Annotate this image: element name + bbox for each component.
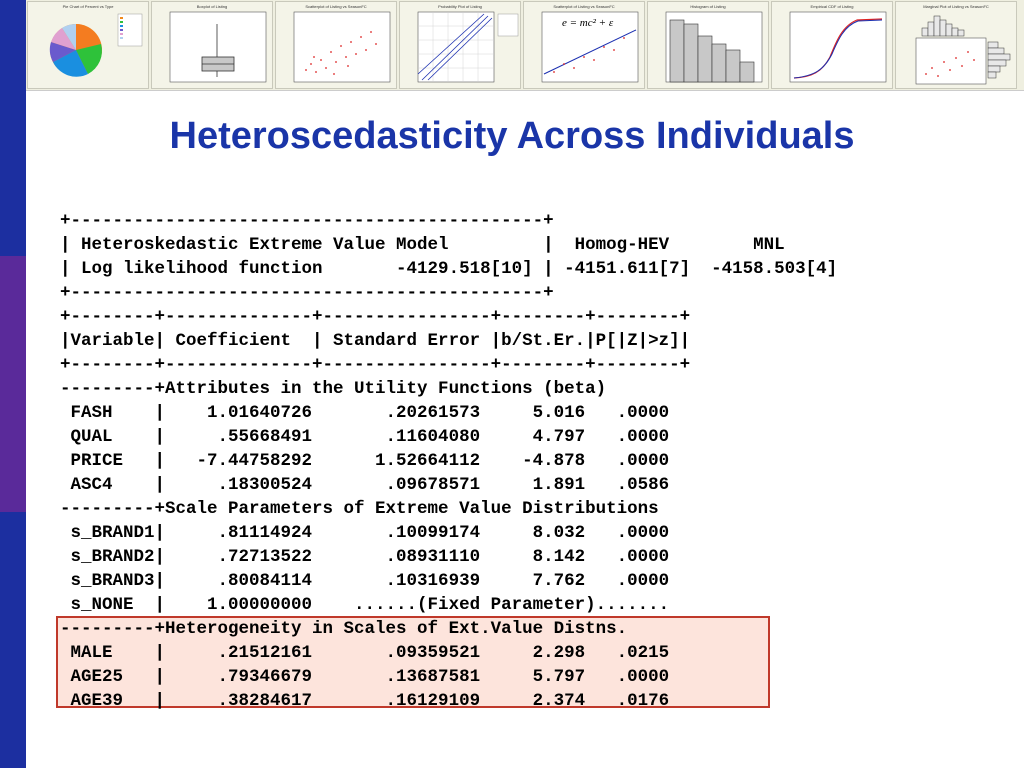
thumb-title: Scatterplot of Listing vs SeasonFC — [305, 4, 367, 9]
fitted-line-thumb — [523, 1, 645, 89]
scatterplot-graphic — [276, 2, 398, 90]
table-row: s_NONE | 1.00000000 ......(Fixed Parameter)....... — [60, 595, 670, 615]
thumb-title: Boxplot of Listing — [196, 4, 228, 9]
output-border-line: +---------------------------------------------+ — [60, 211, 554, 231]
thumb-title: Histogram of Listing — [690, 4, 726, 9]
table-border-line: +--------+--------------+----------------+--------+--------+ — [60, 355, 691, 375]
marginal-plot-thumb — [895, 1, 1017, 89]
empirical-cdf-graphic — [772, 2, 894, 90]
table-row: PRICE | -7.44758292 1.52664112 -4.878 .0000 — [60, 451, 670, 471]
table-row: s_BRAND3| .80084114 .10316939 7.762 .0000 — [60, 571, 670, 591]
table-border-line: +--------+--------------+----------------+--------+--------+ — [60, 307, 691, 327]
slide-title: Heteroscedasticity Across Individuals — [169, 115, 855, 157]
table-row: QUAL | .55668491 .11604080 4.797 .0000 — [60, 427, 670, 447]
probability-plot-graphic — [400, 2, 522, 90]
model-output — [60, 209, 837, 713]
sidebar-segment-bottom — [0, 512, 26, 768]
table-row: AGE39 | .38284617 .16129109 2.374 .0176 — [60, 691, 670, 711]
thumb-title: Empirical CDF of Listing — [810, 4, 854, 9]
histogram-thumb — [647, 1, 769, 89]
output-border-line: +---------------------------------------------+ — [60, 283, 554, 303]
pie-chart-thumb — [27, 1, 149, 89]
table-row: s_BRAND2| .72713522 .08931110 8.142 .0000 — [60, 547, 670, 567]
thumb-title: Scatterplot of Listing vs SeasonFC — [553, 4, 615, 9]
formula-label: e = mc² + ε — [562, 17, 614, 29]
table-row: MALE | .21512161 .09359521 2.298 .0215 — [60, 643, 670, 663]
table-row: ASC4 | .18300524 .09678571 1.891 .0586 — [60, 475, 670, 495]
table-row: AGE25 | .79346679 .13687581 5.797 .0000 — [60, 667, 670, 687]
table-row: FASH | 1.01640726 .20261573 5.016 .0000 — [60, 403, 670, 423]
table-header-line: |Variable| Coefficient | Standard Error |b/St.Er.|P[|Z|>z]| — [60, 331, 691, 351]
thumb-title: Marginal Plot of Listing vs SeasonFC — [923, 4, 989, 9]
empirical-cdf-thumb — [771, 1, 893, 89]
log-likelihood-line: | Log likelihood function -4129.518[10] | -4151.611[7] -4158.503[4] — [60, 259, 838, 279]
boxplot-graphic — [152, 2, 274, 90]
pie-chart-graphic — [28, 2, 150, 90]
boxplot-thumb — [151, 1, 273, 89]
thumb-title: Probability Plot of Listing — [438, 4, 482, 9]
scale-section-header: ---------+Scale Parameters of Extreme Value Distributions — [60, 499, 659, 519]
model-name-line: | Heteroskedastic Extreme Value Model | Homog-HEV MNL — [60, 235, 785, 255]
thumbnail-strip — [26, 0, 1024, 91]
marginal-plot-graphic — [896, 2, 1018, 90]
attributes-section-header: ---------+Attributes in the Utility Functions (beta) — [60, 379, 607, 399]
heterogeneity-section-header: ---------+Heterogeneity in Scales of Ext.Value Distns. — [60, 619, 628, 639]
scatterplot-thumb — [275, 1, 397, 89]
thumb-title: Pie Chart of Percent vs Type — [62, 4, 114, 9]
histogram-graphic — [648, 2, 770, 90]
sidebar-segment-middle — [0, 256, 26, 512]
fitted-line-graphic — [524, 2, 646, 90]
probability-plot-thumb — [399, 1, 521, 89]
table-row: s_BRAND1| .81114924 .10099174 8.032 .0000 — [60, 523, 670, 543]
